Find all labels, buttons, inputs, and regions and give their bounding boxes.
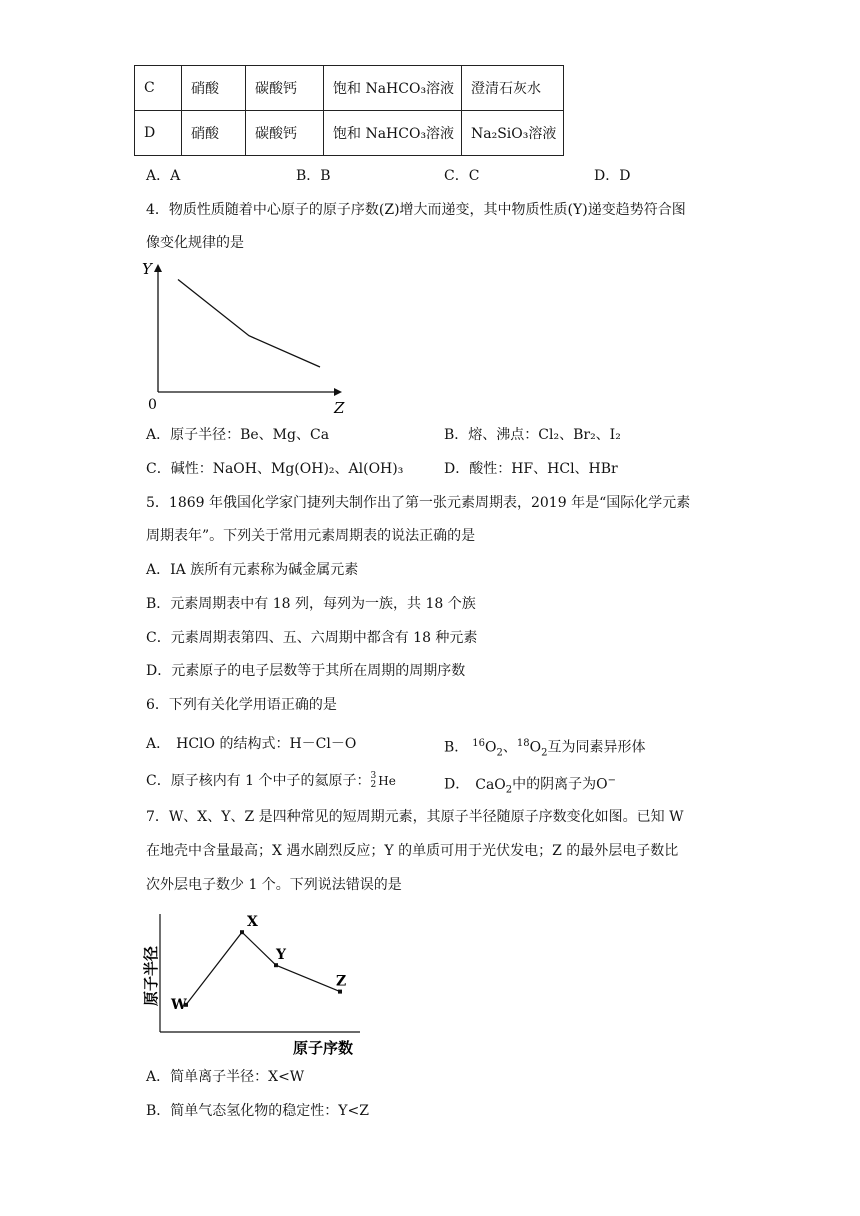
q6-option-c-text: C．原子核内有 1 个中子的氦原子： xyxy=(146,773,371,789)
q6-option-b[interactable] xyxy=(444,734,645,763)
table-cell: C xyxy=(135,66,182,111)
q4-graph xyxy=(138,258,358,418)
q6-o-symbol-2: O xyxy=(529,739,542,756)
q6-o-symbol-1: O xyxy=(485,739,497,756)
q4-option-d[interactable]: D．酸性：HF、HCl、HBr xyxy=(444,461,618,477)
q3-option-c[interactable]: C．C xyxy=(444,168,480,184)
table-cell: 饱和 NaHCO₃溶液 xyxy=(324,66,462,111)
q7-y-label: 原子半径 xyxy=(142,945,160,1007)
q5-stem-line1: 5．1869 年俄国化学家门捷列夫制作出了第一张元素周期表，2019 年是“国际化学元素 xyxy=(146,495,691,511)
q7-stem-line2: 在地壳中含量最高；X 遇水剧烈反应；Y 的单质可用于光伏发电；Z 的最外层电子数比 xyxy=(146,843,679,859)
q7-stem-line3: 次外层电子数少 1 个。下列说法错误的是 xyxy=(146,877,402,893)
table-cell: D xyxy=(135,111,182,156)
q6-cao-sub: 2 xyxy=(505,784,513,796)
q7-point-label-y: Y xyxy=(276,947,286,964)
q6-option-d-prefix: D． xyxy=(444,776,470,793)
q5-option-c[interactable]: C．元素周期表第四、五、六周期中都含有 18 种元素 xyxy=(146,630,478,646)
q6-option-c[interactable] xyxy=(146,771,396,791)
q6-sub-2-1: 2 xyxy=(496,747,503,759)
q6-nuclide-numbers xyxy=(371,772,377,790)
q6-ion: O xyxy=(596,776,608,793)
q6-option-d[interactable] xyxy=(444,771,616,800)
q4-option-a[interactable]: A．原子半径：Be、Mg、Ca xyxy=(146,427,330,443)
table-cell: 碳酸钙 xyxy=(246,66,324,111)
reagent-table xyxy=(134,65,564,156)
q7-point-label-w: W xyxy=(171,996,187,1013)
q7-x-label: 原子序数 xyxy=(292,1039,354,1057)
q6-option-a-prefix: A． xyxy=(146,736,171,752)
q7-graph xyxy=(140,906,380,1058)
q7-point-label-x: X xyxy=(247,914,258,931)
q6-cao: CaO xyxy=(475,776,506,793)
q5-option-a[interactable]: A．IA 族所有元素称为碱金属元素 xyxy=(146,562,359,578)
q7-series-line xyxy=(186,932,340,1005)
table-cell: Na₂SiO₃溶液 xyxy=(462,111,564,156)
table-cell: 澄清石灰水 xyxy=(462,66,564,111)
q6-option-b-tail: 互为同素异形体 xyxy=(547,739,646,756)
q7-point-z xyxy=(338,990,342,994)
q6-mass-number: 3 xyxy=(370,771,377,781)
q3-option-a[interactable]: A．A xyxy=(146,168,181,184)
table-row xyxy=(135,66,564,111)
q4-option-c[interactable]: C．碱性：NaOH、Mg(OH)₂、Al(OH)₃ xyxy=(146,461,404,477)
q6-option-a-text: HClO 的结构式：H－Cl－O xyxy=(176,736,357,752)
table-cell: 饱和 NaHCO₃溶液 xyxy=(324,111,462,156)
q7-option-a[interactable]: A．简单离子半径：X<W xyxy=(146,1069,305,1085)
q6-ion-charge: − xyxy=(607,775,617,786)
q5-option-b[interactable]: B．元素周期表中有 18 列，每列为一族，共 18 个族 xyxy=(146,596,476,612)
q7-point-label-z: Z xyxy=(336,973,347,990)
q4-stem-line2: 像变化规律的是 xyxy=(146,235,244,251)
q3-option-b[interactable]: B．B xyxy=(296,168,331,184)
q6-option-a[interactable] xyxy=(146,734,356,754)
q5-stem-line2: 周期表年”。下列关于常用元素周期表的说法正确的是 xyxy=(146,528,476,544)
q6-separator: 、 xyxy=(502,739,517,756)
table-row xyxy=(135,111,564,156)
q5-option-d[interactable]: D．元素原子的电子层数等于其所在周期的周期序数 xyxy=(146,663,466,679)
q6-option-d-mid: 中的阴离子为 xyxy=(512,776,597,793)
q4-stem-line1: 4．物质性质随着中心原子的原子序数(Z)增大而递变，其中物质性质(Y)递变趋势符合图 xyxy=(146,202,686,218)
q6-o18-mass: 18 xyxy=(516,738,530,749)
table-cell: 碳酸钙 xyxy=(246,111,324,156)
q3-option-d[interactable]: D．D xyxy=(594,168,631,184)
q7-point-y xyxy=(274,963,278,967)
q6-o16-mass: 16 xyxy=(472,738,486,749)
q4-series-line xyxy=(178,280,320,368)
q7-point-x xyxy=(240,930,244,934)
table-cell: 硝酸 xyxy=(182,111,246,156)
q6-he-symbol: He xyxy=(378,774,396,788)
q4-option-b[interactable]: B．熔、沸点：Cl₂、Br₂、I₂ xyxy=(444,427,621,443)
q6-stem: 6．下列有关化学用语正确的是 xyxy=(146,697,337,713)
q4-origin-label: 0 xyxy=(148,397,157,413)
table-cell: 硝酸 xyxy=(182,66,246,111)
q4-y-label: Y xyxy=(142,260,152,278)
q4-x-label: Z xyxy=(334,399,345,417)
q7-option-b[interactable]: B．简单气态氢化物的稳定性：Y<Z xyxy=(146,1103,369,1119)
q6-option-b-prefix: B． xyxy=(444,739,469,756)
q6-atomic-number: 2 xyxy=(370,780,377,790)
q7-stem-line1: 7．W、X、Y、Z 是四种常见的短周期元素，其原子半径随原子序数变化如图。已知 W xyxy=(146,809,684,825)
q6-sub-2-2: 2 xyxy=(541,747,548,759)
